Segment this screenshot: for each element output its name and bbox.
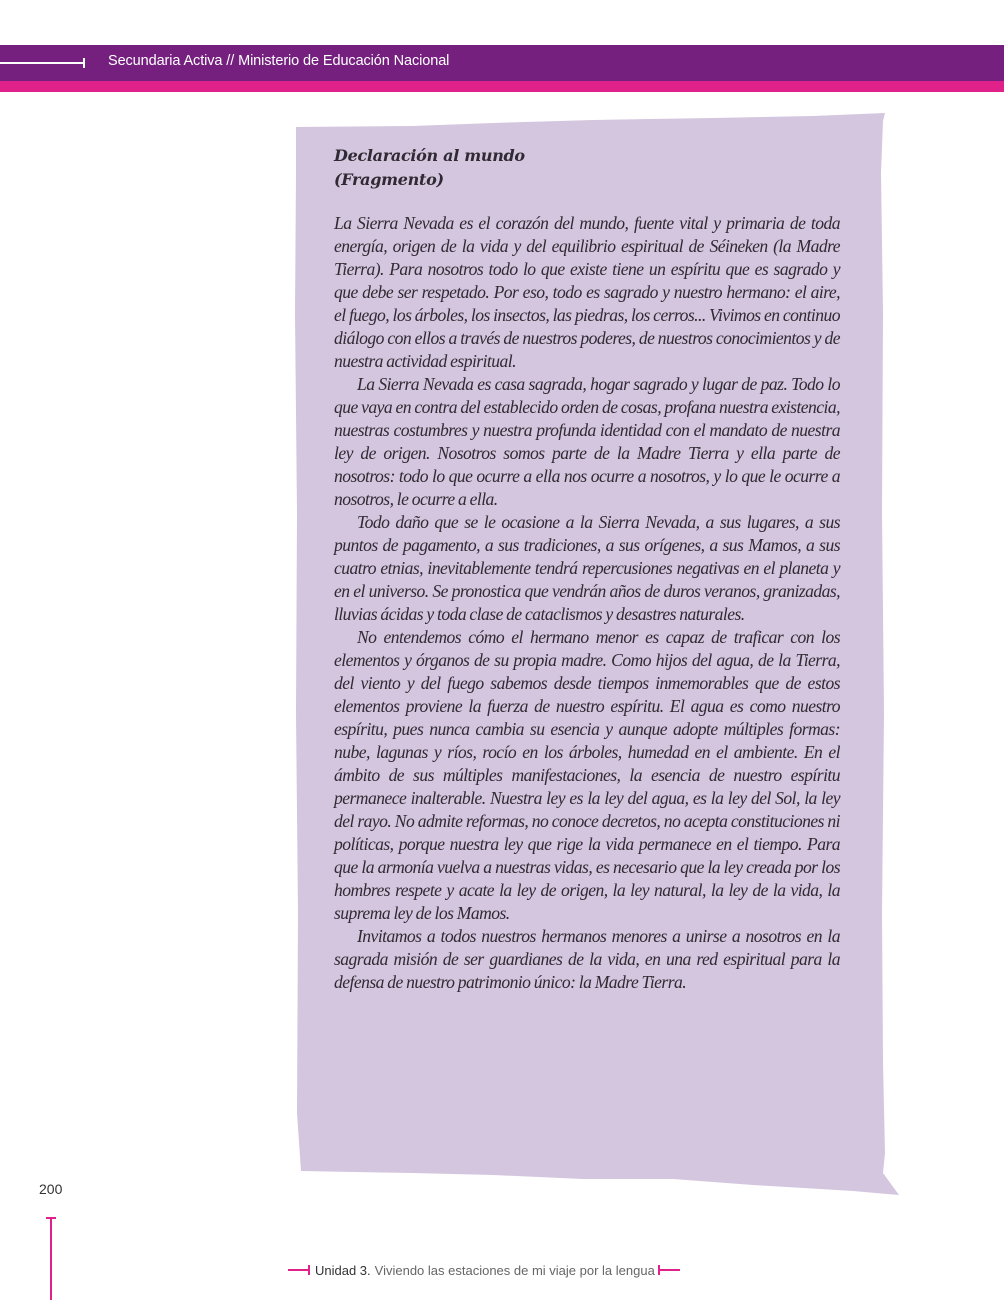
footer-rule-left <box>288 1269 310 1271</box>
header-title: Secundaria Activa // Ministerio de Educación Nacional <box>108 53 450 69</box>
footer-title: Viviendo las estaciones de mi viaje por la lengua <box>374 1262 655 1278</box>
document-body <box>334 144 840 994</box>
footer-rule-right <box>658 1269 680 1271</box>
header-stripe <box>0 81 1004 92</box>
footer <box>288 1260 680 1280</box>
paragraph-4: No entendemos cómo el hermano menor es capaz de traficar con los elementos y órganos de su propia madre. Como hijos del agua, de la Tierra, del viento y del fuego sabemos desde tiempos inmemorables que de estos elementos proviene la fuerza de nuestro espíritu. El agua es como nuestro espíritu, pues nunca cambia su esencia y aunque adopte múltiples formas: nube, lagunas y ríos, rocío en los árboles, humedad en el ambiente. En el ámbito de sus múltiples manifestaciones, la esencia de nuestro espíritu permanece inalterable. Nuestra ley es la ley del agua, es la ley del Sol, la ley del rayo. No admite reformas, no conoce decretos, no acepta constituciones ni políticas, porque nuestra ley que rige la vida permanece en el tiempo. Para que la armonía vuelva a nuestras vidas, es necesario que la ley creada por los hombres respete y acate la ley de origen, la ley natural, la ley de la vida, la suprema ley de los Mamos. <box>334 627 840 923</box>
footer-unit: Unidad 3. <box>315 1262 371 1278</box>
header-rule <box>0 62 84 64</box>
paragraph-2: La Sierra Nevada es casa sagrada, hogar sagrado y lugar de paz. Todo lo que vaya en contra del establecido orden de cosas, profana nuestra existencia, nuestras costumbres y nuestra profunda identidad con el mandato de nuestra ley de origen. Nosotros somos parte de la Madre Tierra y ella parte de nosotros: todo lo que ocurre a ella nos ocurre a nosotros, y lo que le ocurre a nosotros, le ocurre a ella. <box>334 374 840 509</box>
left-rule <box>50 1218 52 1300</box>
paragraph-1: La Sierra Nevada es el corazón del mundo, fuente vital y primaria de toda energía, origen de la vida y del equilibrio espiritual de Séineken (la Madre Tierra). Para nosotros todo lo que existe tiene un espíritu que es sagrado y que debe ser respetado. Por eso, todo es sagrado y nuestro hermano: el aire, el fuego, los árboles, los insectos, las piedras, los cerros... Vivimos en continuo diálogo con ellos a través de nuestros poderes, de nuestros conocimientos y de nuestra actividad espiritual. <box>334 213 840 371</box>
document-subtitle: (Fragmento) <box>334 170 444 189</box>
header-rule-tick <box>83 58 85 68</box>
page-number: 200 <box>39 1181 63 1197</box>
document-title: Declaración al mundo <box>334 146 525 165</box>
paragraph-5: Invitamos a todos nuestros hermanos menores a unirse a nosotros en la sagrada misión de ser guardianes de la vida, en una red espiritual para la defensa de nuestro patrimonio único: la Madre Tierra. <box>334 926 840 992</box>
paragraph-3: Todo daño que se le ocasione a la Sierra Nevada, a sus lugares, a sus puntos de pagamento, a sus tradiciones, a sus orígenes, a sus Mamos, a sus cuatro etnias, inevitablemente tendrá repercusiones negativas en el planeta y en el universo. Se pronostica que vendrán años de duros veranos, granizadas, lluvias ácidas y toda clase de cataclismos y desastres naturales. <box>334 512 840 624</box>
